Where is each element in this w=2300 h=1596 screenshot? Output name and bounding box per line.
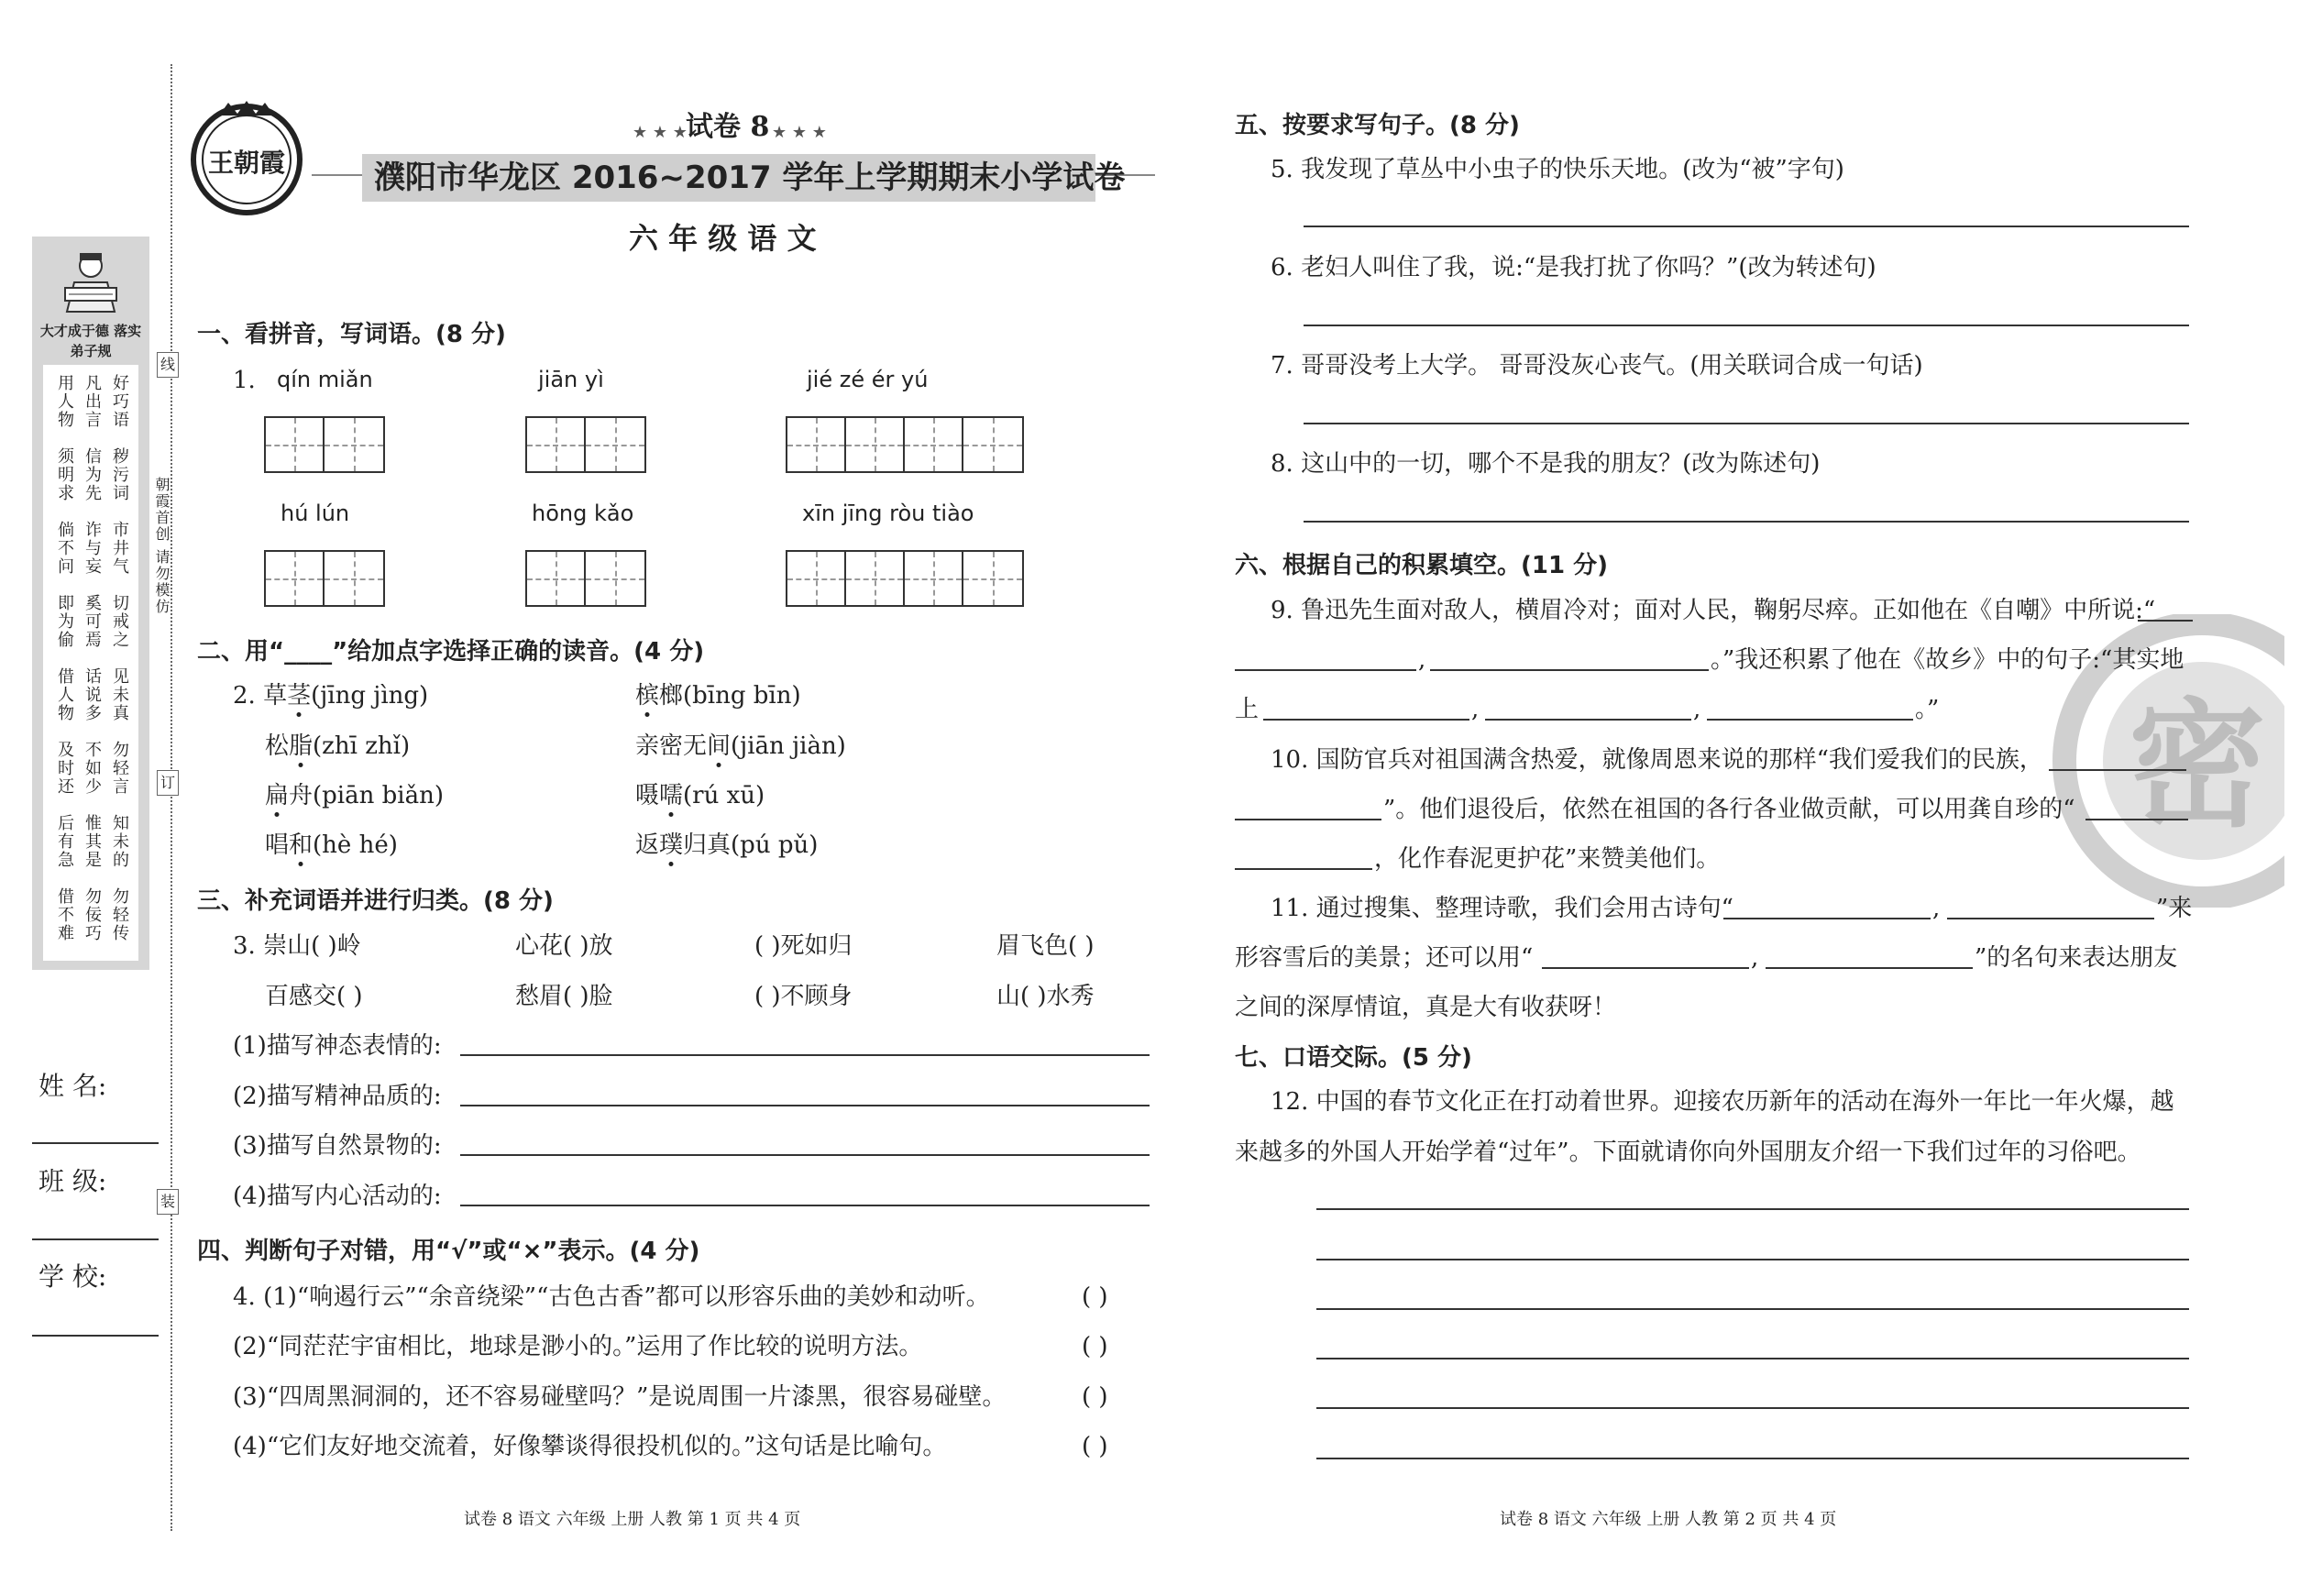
- section-6-heading: 六、根据自己的积累填空。(11 分): [1235, 552, 1608, 579]
- fill-blank[interactable]: [1263, 719, 1469, 721]
- q11-text: ”来: [2156, 895, 2193, 922]
- section-3-heading: 三、补充词语并进行归类。(8 分): [197, 887, 554, 915]
- judge-item: (2)“同茫茫宇宙相比，地球是渺小的。”运用了作比较的说明方法。: [233, 1333, 923, 1360]
- fill-blank[interactable]: [1235, 669, 1416, 671]
- sidebar-verse: 须明求: [55, 447, 74, 502]
- idiom-blank[interactable]: ( )不顾身: [754, 983, 853, 1010]
- sidebar-verse: 即为偷: [55, 594, 74, 649]
- pinyin-options[interactable]: (zhī zhǐ): [313, 732, 411, 760]
- idiom-blank[interactable]: 3. 崇山( )岭: [233, 932, 361, 960]
- dotted-char: 脂: [289, 732, 314, 760]
- idiom-blank[interactable]: 心花( )放: [515, 932, 613, 960]
- word-part: 唱: [265, 831, 290, 859]
- category-answer-line[interactable]: [460, 1205, 1150, 1206]
- section-5-heading: 五、按要求写句子。(8 分): [1235, 112, 1520, 139]
- q9-text: 。”: [1915, 696, 1940, 723]
- section-2-heading: 二、用“____”给加点字选择正确的读音。(4 分): [197, 638, 705, 666]
- word-part: 嗫: [635, 782, 660, 809]
- judge-item: 4. (1)“响遏行云”“余音绕梁”“古色古香”都可以形容乐曲的美妙和动听。: [233, 1283, 990, 1311]
- idiom-blank[interactable]: 山( )水秀: [996, 983, 1095, 1010]
- pinyin-options[interactable]: (hè hé): [313, 831, 398, 859]
- category-label: (3)描写自然景物的:: [233, 1132, 442, 1160]
- pinyin-options[interactable]: (jiān jiàn): [731, 732, 846, 760]
- category-label: (2)描写精神品质的:: [233, 1083, 442, 1110]
- school-label: 学 校:: [39, 1261, 107, 1292]
- fold-mark-ding: 订: [157, 770, 179, 796]
- fill-blank[interactable]: [1485, 719, 1691, 721]
- q2-item: [233, 680, 428, 711]
- essay-line[interactable]: [1316, 1259, 2189, 1260]
- fill-blank[interactable]: [2138, 620, 2193, 622]
- q11-text: 形容雪后的美景；还可以用“: [1235, 944, 1534, 972]
- sidebar-verse: 借不难: [55, 887, 74, 942]
- q2-item: [635, 830, 818, 861]
- q9-text: 。”我还积累了他在《故乡》中的句子:“其实地: [1711, 646, 2184, 674]
- q11-text: 之间的深厚情谊，真是大有收获呀！: [1235, 994, 1617, 1021]
- q9-text: 上: [1235, 696, 1260, 723]
- paper-label: 试卷 8: [686, 111, 770, 143]
- sidebar-verse: 惟其是: [83, 814, 102, 869]
- comma: ,: [1751, 944, 1759, 972]
- dotted-char: 璞: [659, 831, 684, 859]
- sidebar-verse: 勿轻传: [110, 887, 129, 942]
- category-answer-line[interactable]: [460, 1154, 1150, 1156]
- answer-line[interactable]: [1304, 325, 2189, 326]
- fold-mark-xian: 线: [157, 352, 179, 378]
- comma: ,: [1693, 696, 1701, 723]
- sidebar-verse: 奚可焉: [83, 594, 102, 649]
- word-part: 松: [265, 732, 290, 760]
- q2-item: [635, 731, 846, 762]
- section-1-heading: 一、看拼音，写词语。(8 分): [197, 321, 506, 348]
- judge-item: (3)“四周黑洞洞的，还不容易碰壁吗？”是说周围一片漆黑，很容易碰壁。: [233, 1383, 1007, 1411]
- word-part: 2. 草: [233, 682, 288, 710]
- pinyin-options[interactable]: 归真(pú pǔ): [683, 831, 819, 859]
- exam-title: 濮阳市华龙区 2016~2017 学年上学期期末小学试卷: [374, 160, 1126, 196]
- class-label: 班 级:: [39, 1166, 107, 1196]
- answer-line[interactable]: [1304, 521, 2189, 523]
- essay-line[interactable]: [1316, 1358, 2189, 1359]
- scholar-figure-icon: [56, 248, 126, 317]
- binding-dotted-line: [171, 64, 172, 1531]
- rewrite-question: 6. 老妇人叫住了我，说:“是我打扰了你吗？”(改为转述句): [1271, 254, 1876, 281]
- sidebar-motto: 大才成于德 落实弟子规: [39, 323, 142, 359]
- fill-blank[interactable]: [1723, 918, 1931, 919]
- sidebar-verse: 用人物: [55, 374, 74, 429]
- pinyin: xīn jīng ròu tiào: [802, 501, 974, 526]
- stars-right: ★ ★ ★: [772, 123, 827, 142]
- sidebar-panel: [32, 237, 149, 970]
- writing-grid[interactable]: [264, 550, 385, 607]
- dotted-char: 间: [707, 732, 732, 760]
- judge-bracket[interactable]: ( ): [1082, 1333, 1108, 1360]
- pinyin: jié zé ér yú: [807, 367, 929, 392]
- page-footer: 试卷 8 语文 六年级 上册 人教 第 1 页 共 4 页: [464, 1510, 801, 1529]
- dotted-char: 嚅: [659, 782, 684, 809]
- pinyin: hōng kǎo: [532, 501, 634, 526]
- q12-text: 12. 中国的春节文化正在打动着世界。迎接农历新年的活动在海外一年比一年火爆，越: [1271, 1088, 2174, 1116]
- sidebar-verse: 后有急: [55, 814, 74, 869]
- judge-bracket[interactable]: ( ): [1082, 1283, 1108, 1311]
- sidebar-verse: 凡出言: [83, 374, 102, 429]
- pinyin-options[interactable]: 舟(piān biǎn): [289, 782, 444, 809]
- pinyin-options[interactable]: (rú xū): [683, 782, 765, 809]
- sidebar-verse-panel: [43, 365, 138, 961]
- section-4-heading: 四、判断句子对错，用“√”或“×”表示。(4 分): [197, 1238, 700, 1265]
- sidebar-verse: 见未真: [110, 667, 129, 722]
- sidebar-verse: 信为先: [83, 447, 102, 502]
- dotted-char: 槟: [635, 682, 660, 710]
- q1-number: 1.: [233, 367, 256, 394]
- essay-line[interactable]: [1316, 1458, 2189, 1459]
- page-footer: 试卷 8 语文 六年级 上册 人教 第 2 页 共 4 页: [1500, 1510, 1837, 1529]
- fill-blank[interactable]: [1947, 918, 2154, 919]
- dotted-char: 扁: [265, 782, 290, 809]
- q2-item: [635, 680, 801, 711]
- sidebar-verse: 诈与妄: [83, 521, 102, 576]
- exam-subtitle: 六 年 级 语 文: [629, 221, 817, 256]
- category-label: (4)描写内心活动的:: [233, 1183, 442, 1210]
- judge-item: (4)“它们友好地交流着，好像攀谈得很投机似的。”这句话是比喻句。: [233, 1433, 947, 1460]
- school-field[interactable]: [32, 1335, 159, 1337]
- idiom-blank[interactable]: 百感交( ): [265, 983, 363, 1010]
- class-field[interactable]: [32, 1238, 159, 1240]
- stars-left: ★ ★ ★: [633, 123, 688, 142]
- sidebar-verse: 勿佞巧: [83, 887, 102, 942]
- rewrite-question: 8. 这山中的一切，哪个不是我的朋友？(改为陈述句): [1271, 450, 1821, 478]
- comma: ,: [1471, 696, 1480, 723]
- fill-blank[interactable]: [1235, 868, 1372, 870]
- pinyin-options[interactable]: (jīng jìng): [311, 682, 429, 710]
- fill-blank[interactable]: [1430, 669, 1709, 671]
- q10-text: ”。他们退役后，依然在祖国的各行各业做贡献，可以用龚自珍的“: [1383, 796, 2075, 823]
- essay-line[interactable]: [1316, 1308, 2189, 1310]
- essay-line[interactable]: [1316, 1208, 2189, 1210]
- sidebar-verse: 借人物: [55, 667, 74, 722]
- q11-text: 11. 通过搜集、整理诗歌，我们会用古诗句“: [1271, 895, 1733, 922]
- sidebar-verse: 知未的: [110, 814, 129, 869]
- dotted-char: 和: [289, 831, 314, 859]
- answer-line[interactable]: [1304, 423, 2189, 424]
- fill-blank[interactable]: [2085, 819, 2188, 820]
- fold-mark-zhuang: 装: [157, 1189, 179, 1215]
- q2-item: [265, 780, 444, 811]
- pinyin: qín miǎn: [277, 367, 373, 392]
- writing-grid[interactable]: [786, 550, 1024, 607]
- sidebar-verse: 秽污词: [110, 447, 129, 502]
- writing-grid[interactable]: [264, 416, 385, 473]
- fill-blank[interactable]: [1766, 967, 1973, 969]
- fill-blank[interactable]: [1542, 967, 1749, 969]
- idiom-blank[interactable]: ( )死如归: [754, 932, 853, 960]
- sidebar-verse: 市井气: [110, 521, 129, 576]
- comma: ,: [1932, 895, 1941, 922]
- sidebar-verse: 话说多: [83, 667, 102, 722]
- judge-bracket[interactable]: ( ): [1082, 1433, 1108, 1460]
- pinyin-options[interactable]: 榔(bīng bīn): [659, 682, 801, 710]
- q11-text: ”的名句来表达朋友: [1975, 944, 2178, 972]
- name-field[interactable]: [32, 1142, 159, 1144]
- category-answer-line[interactable]: [460, 1105, 1150, 1106]
- copyright-notice: 朝霞首创 请勿模仿: [153, 477, 171, 616]
- q2-item: [265, 830, 398, 861]
- pinyin: hú lún: [281, 501, 350, 526]
- rewrite-question: 7. 哥哥没考上大学。 哥哥没灰心丧气。(用关联词合成一句话): [1271, 352, 1923, 380]
- word-part: 返: [635, 831, 660, 859]
- idiom-blank[interactable]: 眉飞色( ): [996, 932, 1095, 960]
- q10-text: 10. 国防官兵对祖国满含热爱，就像周恩来说的那样“我们爱我们的民族，: [1271, 746, 2043, 774]
- word-part: 亲密无: [635, 732, 708, 760]
- stamp-text: 密: [2129, 685, 2267, 846]
- brand-logo-text: 王朝霞: [207, 148, 285, 178]
- q12-text: 来越多的外国人开始学着“过年”。下面就请你向外国朋友介绍一下我们过年的习俗吧。: [1235, 1139, 2141, 1166]
- q2-item: [265, 731, 410, 762]
- category-label: (1)描写神态表情的:: [233, 1032, 442, 1060]
- category-answer-line[interactable]: [460, 1054, 1150, 1056]
- section-7-heading: 七、口语交际。(5 分): [1235, 1044, 1472, 1072]
- essay-line[interactable]: [1316, 1407, 2189, 1409]
- fill-blank[interactable]: [1707, 719, 1913, 721]
- writing-grid[interactable]: [525, 550, 646, 607]
- fill-blank[interactable]: [2049, 769, 2186, 771]
- sidebar-verse: 好巧语: [110, 374, 129, 429]
- judge-bracket[interactable]: ( ): [1082, 1383, 1108, 1411]
- q10-text: ，化作春泥更护花”来赞美他们。: [1374, 845, 1721, 873]
- writing-grid[interactable]: [525, 416, 646, 473]
- writing-grid[interactable]: [786, 416, 1024, 473]
- sidebar-verse: 不如少: [83, 741, 102, 796]
- answer-line[interactable]: [1304, 226, 2189, 227]
- rewrite-question: 5. 我发现了草丛中小虫子的快乐天地。(改为“被”字句): [1271, 156, 1844, 183]
- q9-text: 9. 鲁迅先生面对敌人，横眉冷对；面对人民，鞠躬尽瘁。正如他在《自嘲》中所说:“: [1271, 597, 2156, 624]
- fill-blank[interactable]: [1235, 819, 1381, 820]
- comma: ,: [1418, 646, 1426, 674]
- pinyin: jiān yì: [538, 367, 604, 392]
- idiom-blank[interactable]: 愁眉( )脸: [515, 983, 613, 1010]
- q2-item: [635, 780, 765, 811]
- sidebar-verse: 及时还: [55, 741, 74, 796]
- name-label: 姓 名:: [39, 1071, 107, 1101]
- dotted-char: 茎: [287, 682, 312, 710]
- sidebar-verse: 切戒之: [110, 594, 129, 649]
- sidebar-verse: 勿轻言: [110, 741, 129, 796]
- sidebar-verse: 倘不问: [55, 521, 74, 576]
